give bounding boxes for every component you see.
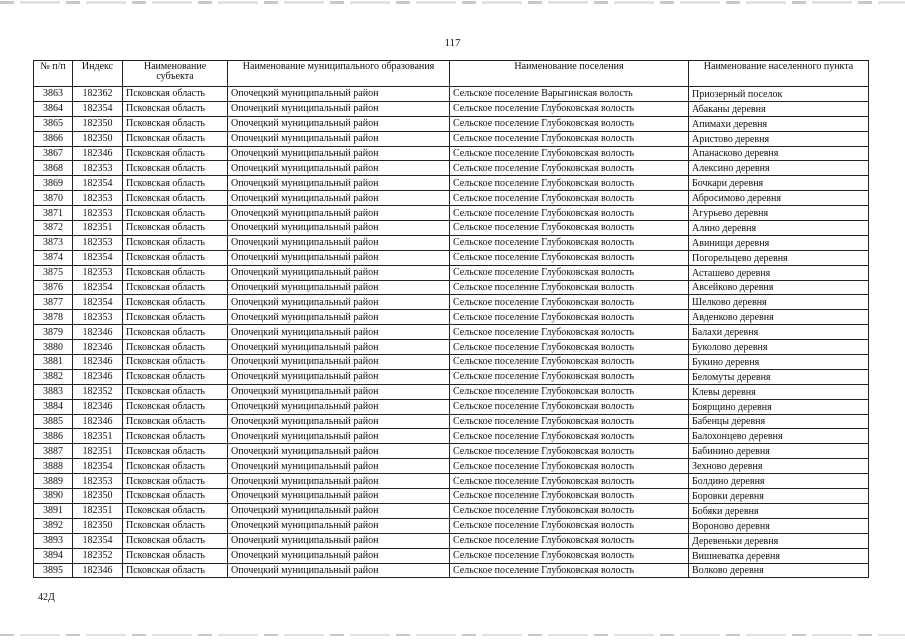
cell-municipality: Опочецкий муниципальный район bbox=[228, 206, 450, 221]
cell-municipality: Опочецкий муниципальный район bbox=[228, 191, 450, 206]
cell-municipality: Опочецкий муниципальный район bbox=[228, 414, 450, 429]
cell-subject: Псковская область bbox=[123, 146, 228, 161]
cell-municipality: Опочецкий муниципальный район bbox=[228, 235, 450, 250]
cell-municipality: Опочецкий муниципальный район bbox=[228, 518, 450, 533]
cell-locality: Вороново деревня bbox=[689, 518, 869, 533]
table-row bbox=[34, 503, 869, 518]
cell-subject: Псковская область bbox=[123, 489, 228, 504]
table-row bbox=[34, 489, 869, 504]
cell-index: 182346 bbox=[73, 146, 123, 161]
cell-municipality: Опочецкий муниципальный район bbox=[228, 146, 450, 161]
cell-number: 3873 bbox=[34, 235, 73, 250]
cell-settlement: Сельское поселение Глубоковская волость bbox=[450, 429, 689, 444]
cell-settlement: Сельское поселение Глубоковская волость bbox=[450, 399, 689, 414]
cell-locality: Балахи деревня bbox=[689, 325, 869, 340]
cell-locality: Авденково деревня bbox=[689, 310, 869, 325]
cell-index: 182346 bbox=[73, 355, 123, 370]
table-row bbox=[34, 310, 869, 325]
cell-settlement: Сельское поселение Глубоковская волость bbox=[450, 295, 689, 310]
table-row bbox=[34, 221, 869, 236]
cell-locality: Аристово деревня bbox=[689, 131, 869, 146]
cell-locality: Асташево деревня bbox=[689, 265, 869, 280]
cell-number: 3875 bbox=[34, 265, 73, 280]
cell-settlement: Сельское поселение Глубоковская волость bbox=[450, 116, 689, 131]
cell-index: 182350 bbox=[73, 489, 123, 504]
cell-number: 3865 bbox=[34, 116, 73, 131]
column-header-municipality: Наименование муниципального образования bbox=[228, 61, 450, 87]
table-row bbox=[34, 399, 869, 414]
cell-settlement: Сельское поселение Глубоковская волость bbox=[450, 250, 689, 265]
cell-index: 182353 bbox=[73, 265, 123, 280]
cell-settlement: Сельское поселение Глубоковская волость bbox=[450, 518, 689, 533]
cell-number: 3867 bbox=[34, 146, 73, 161]
table-row bbox=[34, 325, 869, 340]
cell-municipality: Опочецкий муниципальный район bbox=[228, 489, 450, 504]
cell-municipality: Опочецкий муниципальный район bbox=[228, 355, 450, 370]
cell-number: 3876 bbox=[34, 280, 73, 295]
cell-number: 3872 bbox=[34, 221, 73, 236]
table-row bbox=[34, 131, 869, 146]
cell-index: 182346 bbox=[73, 414, 123, 429]
cell-subject: Псковская область bbox=[123, 206, 228, 221]
cell-subject: Псковская область bbox=[123, 295, 228, 310]
cell-settlement: Сельское поселение Глубоковская волость bbox=[450, 533, 689, 548]
cell-locality: Буколово деревня bbox=[689, 340, 869, 355]
cell-subject: Псковская область bbox=[123, 235, 228, 250]
table-row bbox=[34, 146, 869, 161]
table-row bbox=[34, 235, 869, 250]
cell-settlement: Сельское поселение Глубоковская волость bbox=[450, 310, 689, 325]
table-row bbox=[34, 176, 869, 191]
cell-settlement: Сельское поселение Варыгинская волость bbox=[450, 87, 689, 102]
cell-number: 3886 bbox=[34, 429, 73, 444]
cell-locality: Балохонцево деревня bbox=[689, 429, 869, 444]
cell-locality: Абаканы деревня bbox=[689, 101, 869, 116]
cell-locality: Беломуты деревня bbox=[689, 369, 869, 384]
cell-index: 182353 bbox=[73, 161, 123, 176]
cell-settlement: Сельское поселение Глубоковская волость bbox=[450, 206, 689, 221]
cell-subject: Псковская область bbox=[123, 116, 228, 131]
cell-settlement: Сельское поселение Глубоковская волость bbox=[450, 191, 689, 206]
cell-number: 3870 bbox=[34, 191, 73, 206]
cell-locality: Клевы деревня bbox=[689, 384, 869, 399]
table-row bbox=[34, 429, 869, 444]
cell-number: 3895 bbox=[34, 563, 73, 578]
cell-index: 182353 bbox=[73, 206, 123, 221]
cell-municipality: Опочецкий муниципальный район bbox=[228, 474, 450, 489]
cell-number: 3878 bbox=[34, 310, 73, 325]
cell-settlement: Сельское поселение Глубоковская волость bbox=[450, 414, 689, 429]
table-row bbox=[34, 548, 869, 563]
cell-locality: Авсейково деревня bbox=[689, 280, 869, 295]
cell-number: 3866 bbox=[34, 131, 73, 146]
cell-locality: Шелково деревня bbox=[689, 295, 869, 310]
cell-number: 3880 bbox=[34, 340, 73, 355]
cell-subject: Псковская область bbox=[123, 563, 228, 578]
cell-number: 3890 bbox=[34, 489, 73, 504]
cell-locality: Бабинино деревня bbox=[689, 444, 869, 459]
page-number: 117 bbox=[444, 37, 461, 49]
table-row bbox=[34, 459, 869, 474]
cell-index: 182353 bbox=[73, 235, 123, 250]
cell-index: 182351 bbox=[73, 221, 123, 236]
cell-municipality: Опочецкий муниципальный район bbox=[228, 221, 450, 236]
cell-locality: Апимахи деревня bbox=[689, 116, 869, 131]
cell-settlement: Сельское поселение Глубоковская волость bbox=[450, 280, 689, 295]
cell-municipality: Опочецкий муниципальный район bbox=[228, 131, 450, 146]
cell-locality: Погорельцево деревня bbox=[689, 250, 869, 265]
table-row bbox=[34, 87, 869, 102]
cell-number: 3888 bbox=[34, 459, 73, 474]
cell-index: 182354 bbox=[73, 176, 123, 191]
cell-subject: Псковская область bbox=[123, 414, 228, 429]
cell-settlement: Сельское поселение Глубоковская волость bbox=[450, 131, 689, 146]
table-row bbox=[34, 295, 869, 310]
cell-index: 182362 bbox=[73, 87, 123, 102]
localities-table bbox=[33, 60, 869, 578]
cell-municipality: Опочецкий муниципальный район bbox=[228, 310, 450, 325]
cell-settlement: Сельское поселение Глубоковская волость bbox=[450, 563, 689, 578]
cell-municipality: Опочецкий муниципальный район bbox=[228, 384, 450, 399]
cell-number: 3868 bbox=[34, 161, 73, 176]
cell-subject: Псковская область bbox=[123, 265, 228, 280]
cell-settlement: Сельское поселение Глубоковская волость bbox=[450, 325, 689, 340]
table-row bbox=[34, 355, 869, 370]
cell-locality: Деревеньки деревня bbox=[689, 533, 869, 548]
cell-municipality: Опочецкий муниципальный район bbox=[228, 176, 450, 191]
cell-municipality: Опочецкий муниципальный район bbox=[228, 503, 450, 518]
cell-number: 3891 bbox=[34, 503, 73, 518]
cell-municipality: Опочецкий муниципальный район bbox=[228, 101, 450, 116]
cell-subject: Псковская область bbox=[123, 161, 228, 176]
cell-index: 182354 bbox=[73, 280, 123, 295]
cell-municipality: Опочецкий муниципальный район bbox=[228, 340, 450, 355]
scan-edge-bottom bbox=[0, 634, 905, 636]
cell-number: 3881 bbox=[34, 355, 73, 370]
cell-subject: Псковская область bbox=[123, 280, 228, 295]
cell-settlement: Сельское поселение Глубоковская волость bbox=[450, 474, 689, 489]
table-row bbox=[34, 474, 869, 489]
cell-index: 182353 bbox=[73, 474, 123, 489]
cell-subject: Псковская область bbox=[123, 429, 228, 444]
cell-number: 3885 bbox=[34, 414, 73, 429]
cell-subject: Псковская область bbox=[123, 325, 228, 340]
table-row bbox=[34, 414, 869, 429]
cell-settlement: Сельское поселение Глубоковская волость bbox=[450, 146, 689, 161]
cell-locality: Абросимово деревня bbox=[689, 191, 869, 206]
cell-municipality: Опочецкий муниципальный район bbox=[228, 429, 450, 444]
cell-municipality: Опочецкий муниципальный район bbox=[228, 161, 450, 176]
column-header-locality: Наименование населенного пункта bbox=[689, 61, 869, 87]
cell-subject: Псковская область bbox=[123, 340, 228, 355]
cell-settlement: Сельское поселение Глубоковская волость bbox=[450, 221, 689, 236]
cell-index: 182353 bbox=[73, 191, 123, 206]
cell-number: 3882 bbox=[34, 369, 73, 384]
cell-subject: Псковская область bbox=[123, 548, 228, 563]
cell-subject: Псковская область bbox=[123, 444, 228, 459]
cell-index: 182350 bbox=[73, 131, 123, 146]
cell-index: 182354 bbox=[73, 295, 123, 310]
cell-settlement: Сельское поселение Глубоковская волость bbox=[450, 369, 689, 384]
cell-municipality: Опочецкий муниципальный район bbox=[228, 369, 450, 384]
cell-municipality: Опочецкий муниципальный район bbox=[228, 280, 450, 295]
cell-index: 182350 bbox=[73, 518, 123, 533]
cell-settlement: Сельское поселение Глубоковская волость bbox=[450, 444, 689, 459]
footer-code: 42Д bbox=[38, 592, 55, 603]
cell-subject: Псковская область bbox=[123, 369, 228, 384]
cell-index: 182346 bbox=[73, 325, 123, 340]
table-row bbox=[34, 518, 869, 533]
cell-settlement: Сельское поселение Глубоковская волость bbox=[450, 265, 689, 280]
cell-subject: Псковская область bbox=[123, 533, 228, 548]
cell-subject: Псковская область bbox=[123, 518, 228, 533]
cell-index: 182346 bbox=[73, 369, 123, 384]
cell-subject: Псковская область bbox=[123, 310, 228, 325]
cell-locality: Алино деревня bbox=[689, 221, 869, 236]
cell-subject: Псковская область bbox=[123, 399, 228, 414]
table-row bbox=[34, 206, 869, 221]
cell-number: 3864 bbox=[34, 101, 73, 116]
cell-index: 182352 bbox=[73, 548, 123, 563]
cell-subject: Псковская область bbox=[123, 503, 228, 518]
cell-index: 182351 bbox=[73, 429, 123, 444]
table-row bbox=[34, 340, 869, 355]
cell-index: 182346 bbox=[73, 340, 123, 355]
cell-settlement: Сельское поселение Глубоковская волость bbox=[450, 459, 689, 474]
table-row bbox=[34, 533, 869, 548]
cell-index: 182346 bbox=[73, 399, 123, 414]
cell-subject: Псковская область bbox=[123, 131, 228, 146]
table-row bbox=[34, 265, 869, 280]
cell-municipality: Опочецкий муниципальный район bbox=[228, 533, 450, 548]
column-header-settlement: Наименование поселения bbox=[450, 61, 689, 87]
cell-index: 182351 bbox=[73, 503, 123, 518]
cell-number: 3877 bbox=[34, 295, 73, 310]
cell-locality: Болдино деревня bbox=[689, 474, 869, 489]
cell-locality: Апанасково деревня bbox=[689, 146, 869, 161]
cell-municipality: Опочецкий муниципальный район bbox=[228, 399, 450, 414]
cell-number: 3887 bbox=[34, 444, 73, 459]
cell-locality: Бобяки деревня bbox=[689, 503, 869, 518]
cell-number: 3871 bbox=[34, 206, 73, 221]
scan-edge-top bbox=[0, 1, 905, 4]
cell-municipality: Опочецкий муниципальный район bbox=[228, 444, 450, 459]
cell-locality: Боярщино деревня bbox=[689, 399, 869, 414]
cell-settlement: Сельское поселение Глубоковская волость bbox=[450, 503, 689, 518]
cell-settlement: Сельское поселение Глубоковская волость bbox=[450, 161, 689, 176]
cell-settlement: Сельское поселение Глубоковская волость bbox=[450, 355, 689, 370]
table-header-row bbox=[34, 61, 869, 87]
cell-settlement: Сельское поселение Глубоковская волость bbox=[450, 548, 689, 563]
table-row bbox=[34, 101, 869, 116]
cell-municipality: Опочецкий муниципальный район bbox=[228, 250, 450, 265]
cell-number: 3892 bbox=[34, 518, 73, 533]
cell-index: 182353 bbox=[73, 310, 123, 325]
cell-municipality: Опочецкий муниципальный район bbox=[228, 563, 450, 578]
cell-subject: Псковская область bbox=[123, 101, 228, 116]
cell-municipality: Опочецкий муниципальный район bbox=[228, 548, 450, 563]
column-header-index: Индекс bbox=[73, 61, 123, 87]
cell-subject: Псковская область bbox=[123, 87, 228, 102]
cell-locality: Волково деревня bbox=[689, 563, 869, 578]
cell-locality: Боровки деревня bbox=[689, 489, 869, 504]
table-row bbox=[34, 384, 869, 399]
cell-locality: Агурьево деревня bbox=[689, 206, 869, 221]
cell-number: 3883 bbox=[34, 384, 73, 399]
cell-settlement: Сельское поселение Глубоковская волость bbox=[450, 384, 689, 399]
cell-number: 3869 bbox=[34, 176, 73, 191]
table-row bbox=[34, 191, 869, 206]
cell-municipality: Опочецкий муниципальный район bbox=[228, 87, 450, 102]
cell-subject: Псковская область bbox=[123, 474, 228, 489]
cell-index: 182354 bbox=[73, 101, 123, 116]
table-row bbox=[34, 444, 869, 459]
cell-municipality: Опочецкий муниципальный район bbox=[228, 265, 450, 280]
cell-locality: Букино деревня bbox=[689, 355, 869, 370]
cell-locality: Бабенцы деревня bbox=[689, 414, 869, 429]
cell-number: 3874 bbox=[34, 250, 73, 265]
cell-subject: Псковская область bbox=[123, 250, 228, 265]
table-row bbox=[34, 369, 869, 384]
cell-settlement: Сельское поселение Глубоковская волость bbox=[450, 101, 689, 116]
cell-municipality: Опочецкий муниципальный район bbox=[228, 116, 450, 131]
table-row bbox=[34, 161, 869, 176]
cell-municipality: Опочецкий муниципальный район bbox=[228, 295, 450, 310]
cell-subject: Псковская область bbox=[123, 355, 228, 370]
cell-locality: Вишневатка деревня bbox=[689, 548, 869, 563]
column-header-subject: Наименование субъекта bbox=[123, 61, 228, 87]
cell-locality: Бочкари деревня bbox=[689, 176, 869, 191]
cell-municipality: Опочецкий муниципальный район bbox=[228, 459, 450, 474]
cell-index: 182354 bbox=[73, 533, 123, 548]
cell-locality: Зехново деревня bbox=[689, 459, 869, 474]
cell-index: 182346 bbox=[73, 563, 123, 578]
cell-subject: Псковская область bbox=[123, 221, 228, 236]
cell-subject: Псковская область bbox=[123, 176, 228, 191]
table-row bbox=[34, 250, 869, 265]
cell-index: 182350 bbox=[73, 116, 123, 131]
table-row bbox=[34, 280, 869, 295]
cell-settlement: Сельское поселение Глубоковская волость bbox=[450, 176, 689, 191]
cell-number: 3893 bbox=[34, 533, 73, 548]
table-row bbox=[34, 563, 869, 578]
table-row bbox=[34, 116, 869, 131]
cell-settlement: Сельское поселение Глубоковская волость bbox=[450, 235, 689, 250]
cell-number: 3863 bbox=[34, 87, 73, 102]
cell-index: 182354 bbox=[73, 250, 123, 265]
cell-locality: Приозерный поселок bbox=[689, 87, 869, 102]
cell-settlement: Сельское поселение Глубоковская волость bbox=[450, 340, 689, 355]
column-header-number: № п/п bbox=[34, 61, 73, 87]
cell-subject: Псковская область bbox=[123, 191, 228, 206]
cell-index: 182351 bbox=[73, 444, 123, 459]
cell-subject: Псковская область bbox=[123, 384, 228, 399]
cell-index: 182354 bbox=[73, 459, 123, 474]
cell-locality: Алексино деревня bbox=[689, 161, 869, 176]
cell-settlement: Сельское поселение Глубоковская волость bbox=[450, 489, 689, 504]
cell-number: 3889 bbox=[34, 474, 73, 489]
table-body bbox=[34, 87, 869, 578]
cell-number: 3879 bbox=[34, 325, 73, 340]
cell-municipality: Опочецкий муниципальный район bbox=[228, 325, 450, 340]
cell-number: 3884 bbox=[34, 399, 73, 414]
cell-index: 182352 bbox=[73, 384, 123, 399]
cell-subject: Псковская область bbox=[123, 459, 228, 474]
cell-number: 3894 bbox=[34, 548, 73, 563]
cell-locality: Авинищи деревня bbox=[689, 235, 869, 250]
